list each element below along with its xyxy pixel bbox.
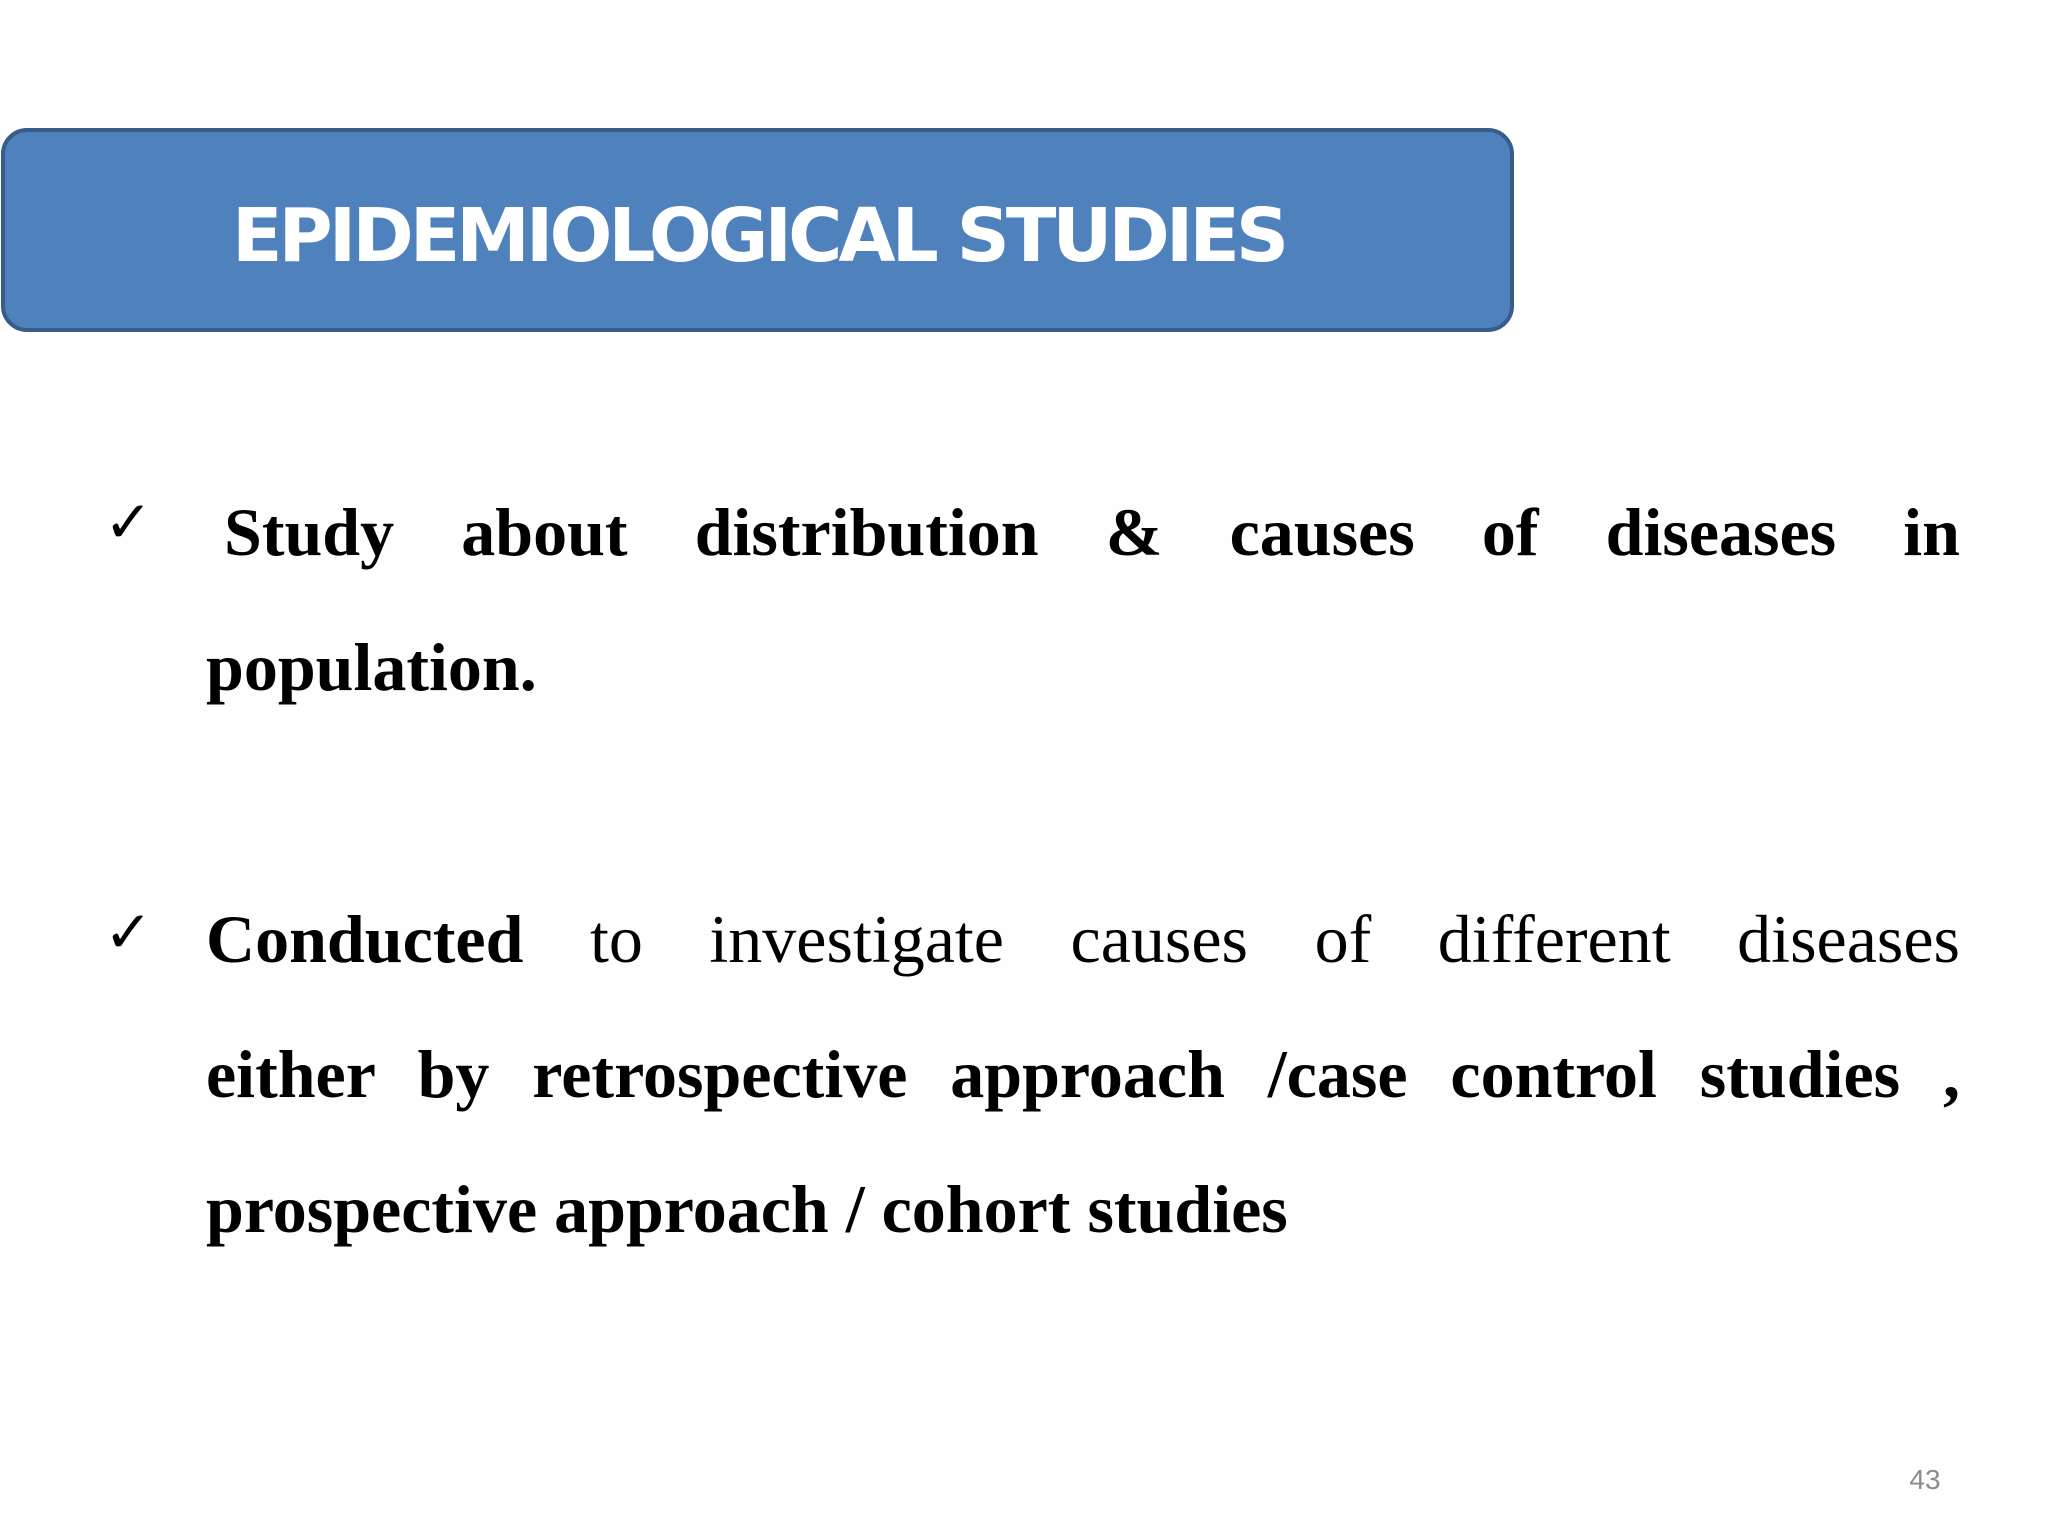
bullet-2-lead: Conducted [206, 901, 524, 977]
bullet-2-line-1 [206, 897, 1960, 981]
bullet-1-line-1: Study about distribution & causes of diseases in [224, 494, 1960, 570]
bullet-1-line-2: population. [206, 629, 537, 705]
slide-title: EPIDEMIOLOGICAL STUDIES [232, 193, 1286, 279]
bullet-2-line-3: prospective approach / cohort studies [206, 1171, 1288, 1247]
page-number: 43 [1909, 1464, 1941, 1495]
bullet-2-line-1-text: to investigate causes of different diseases [589, 901, 1961, 977]
bullet-2-line-2: either by retrospective approach /case control studies , [206, 1036, 1960, 1112]
check-mark-icon: ✓ [104, 488, 153, 556]
check-mark-icon: ✓ [104, 898, 153, 966]
